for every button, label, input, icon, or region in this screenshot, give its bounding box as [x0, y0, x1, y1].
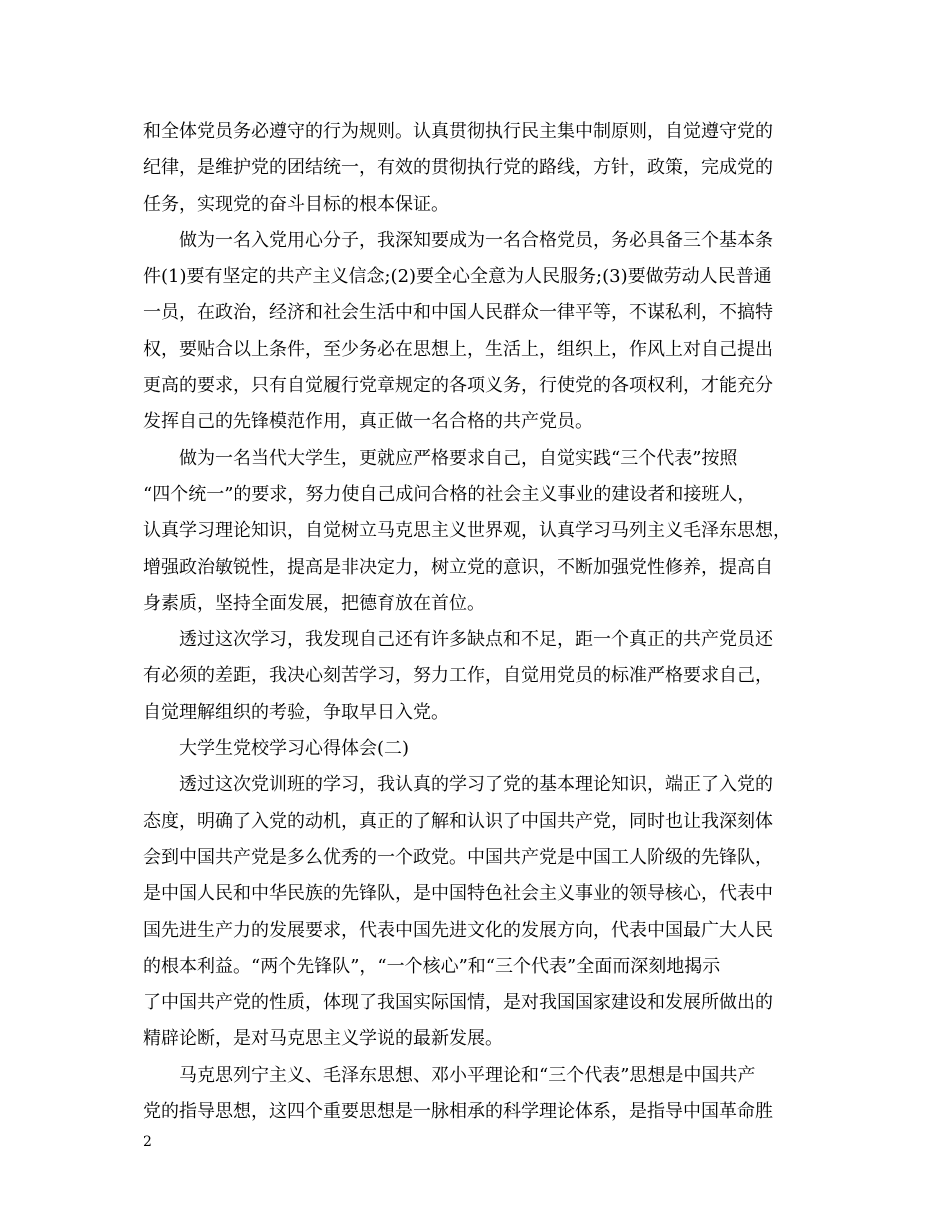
text-line: 更高的要求，只有自觉履行党章规定的各项义务，行使党的各项权利，才能充分: [143, 375, 773, 397]
text-line: 纪律，是维护党的团结统一，有效的贯彻执行党的路线，方针，政策，完成党的: [143, 157, 773, 179]
text-line: 权，要贴合以上条件，至少务必在思想上，生活上，组织上，作风上对自己提出: [143, 338, 773, 360]
text-line: 马克思列宁主义、毛泽东思想、邓小平理论和“三个代表”思想是中国共产: [179, 1064, 756, 1086]
text-line: 大学生党校学习心得体会(二): [179, 738, 410, 760]
text-line: 一员，在政治，经济和社会生活中和中国人民群众一律平等，不谋私利，不搞特: [143, 302, 773, 324]
body-text: [143, 114, 815, 1130]
text-line: 身素质，坚持全面发展，把德育放在首位。: [143, 592, 485, 614]
text-line: 发挥自己的先锋模范作用，真正做一名合格的共产党员。: [143, 411, 593, 433]
text-line: 自觉理解组织的考验，争取早日入党。: [143, 701, 449, 723]
text-line: 有必须的差距，我决心刻苦学习，努力工作，自觉用党员的标准严格要求自己，: [143, 665, 773, 687]
text-line: 件(1)要有坚定的共产主义信念;(2)要全心全意为人民服务;(3)要做劳动人民普通: [143, 266, 772, 288]
text-line: 态度，明确了入党的动机，真正的了解和认识了中国共产党，同时也让我深刻体: [143, 810, 773, 832]
text-line: 透过这次学习，我发现自己还有许多缺点和不足，距一个真正的共产党员还: [179, 629, 773, 651]
text-line: 党的指导思想，这四个重要思想是一脉相承的科学理论体系，是指导中国革命胜: [143, 1101, 773, 1123]
text-line: 认真学习理论知识，自觉树立马克思主义世界观，认真学习马列主义毛泽东思想，: [143, 520, 791, 542]
text-line: 了中国共产党的性质，体现了我国实际国情，是对我国国家建设和发展所做出的: [143, 992, 773, 1014]
page-number: 2: [143, 1134, 152, 1150]
text-line: 增强政治敏锐性，提高是非决定力，树立党的意识，不断加强党性修养，提高自: [143, 556, 773, 578]
text-line: 做为一名入党用心分子，我深知要成为一名合格党员，务必具备三个基本条: [179, 229, 773, 251]
text-line: 会到中国共产党是多么优秀的一个政党。中国共产党是中国工人阶级的先锋队，: [143, 846, 773, 868]
text-line: 和全体党员务必遵守的行为规则。认真贯彻执行民主集中制原则，自觉遵守党的: [143, 121, 773, 142]
text-line: 任务，实现党的奋斗目标的根本保证。: [143, 193, 449, 215]
text-line: 的根本利益。“两个先锋队”，“一个核心”和“三个代表”全面而深刻地揭示: [143, 955, 721, 977]
text-line: 精辟论断，是对马克思主义学说的最新发展。: [143, 1028, 503, 1050]
text-line: “四个统一”的要求，努力使自己成问合格的社会主义事业的建设者和接班人，: [143, 483, 756, 505]
text-line: 国先进生产力的发展要求，代表中国先进文化的发展方向，代表中国最广大人民: [143, 919, 773, 941]
text-line: 透过这次党训班的学习，我认真的学习了党的基本理论知识，端正了入党的: [179, 774, 773, 796]
text-line: 是中国人民和中华民族的先锋队，是中国特色社会主义事业的领导核心，代表中: [143, 883, 773, 905]
text-line: 做为一名当代大学生，更就应严格要求自己，自觉实践“三个代表”按照: [179, 447, 738, 469]
